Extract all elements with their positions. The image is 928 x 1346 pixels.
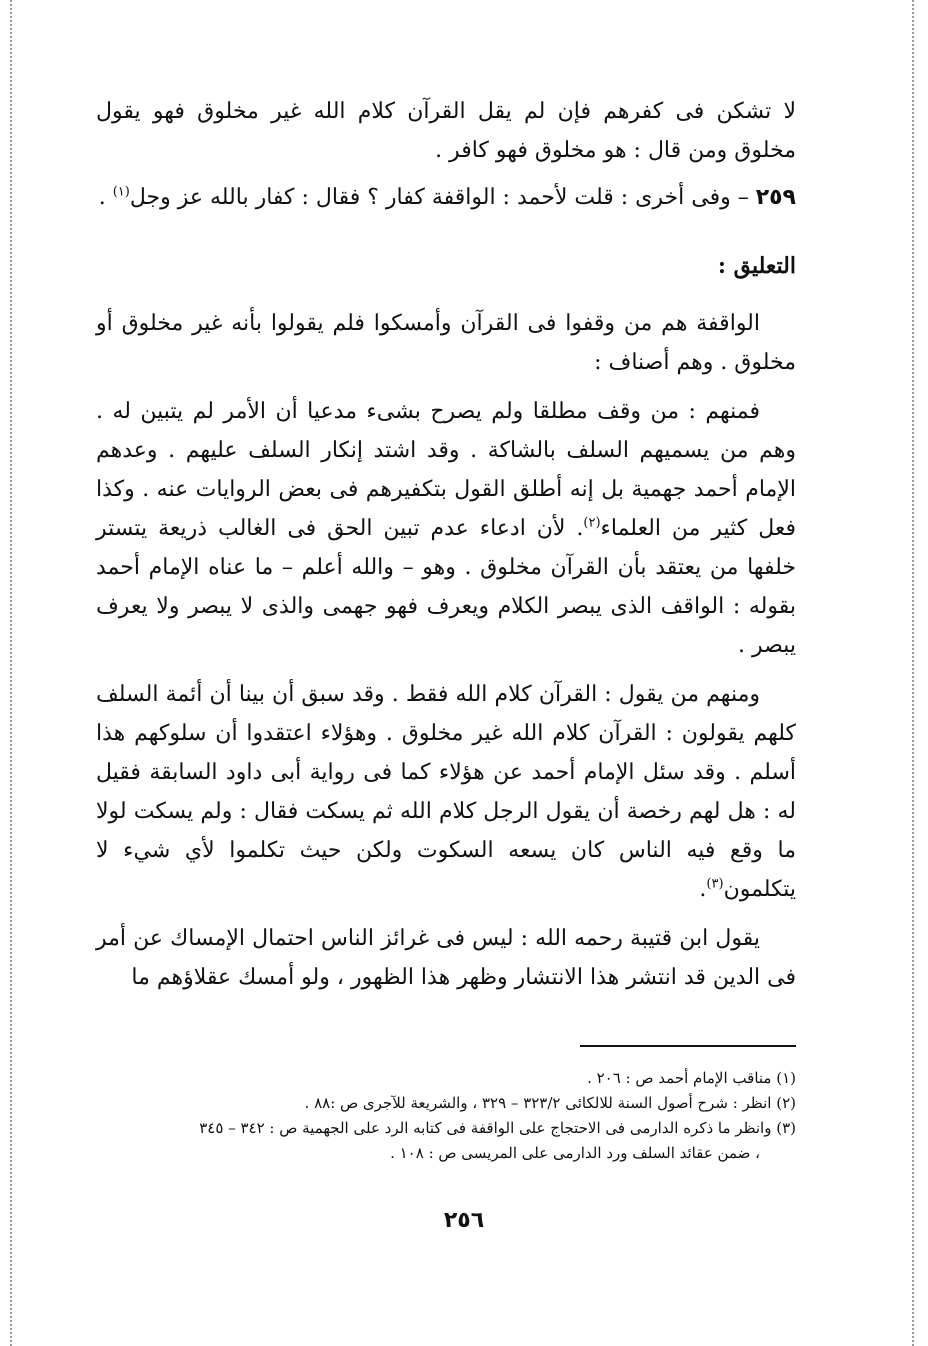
footnote-3: (٣) وانظر ما ذكره الدارمى فى الاحتجاج على الواقفة فى كتابه الرد على الجهمية ص : ٣٤٢ – ٣٤٥ — [199, 1119, 796, 1137]
page-number: ٢٥٦ — [443, 1208, 485, 1233]
paragraph-first-type — [96, 392, 796, 665]
footnote-ref-3: (٣) — [706, 876, 724, 892]
section-heading: التعليق : — [717, 253, 796, 279]
paragraph-opening — [96, 92, 796, 170]
footnote-ref-2: (٢) — [583, 515, 601, 531]
paragraph-259-text: – وفى أخرى : قلت لأحمد : الواقفة كفار ؟ فقال : كفار بالله عز وجل — [129, 185, 756, 210]
scan-edge-right — [912, 0, 914, 1346]
footnote-separator — [580, 1045, 796, 1047]
paragraph-259 — [96, 178, 796, 217]
paragraph-opening-text: لا تشكن فى كفرهم فإن لم يقل القرآن كلام الله غير مخلوق فهو يقول مخلوق ومن قال : هو مخلوق فهو كافر . — [96, 99, 796, 163]
paragraph-second-type-end: . — [699, 877, 707, 902]
paragraph-259-end: . — [98, 185, 113, 210]
paragraph-number: ٢٥٩ — [755, 185, 796, 210]
page-body — [96, 92, 796, 997]
paragraph-second-type — [96, 675, 796, 909]
paragraph-second-type-text: ومنهم من يقول : القرآن كلام الله فقط . وقد سبق أن بينا أن أئمة السلف كلهم يقولون : القرآن كلام الله غير مخلوق . وهؤلاء اعتقدوا أن سلوكهم هذا أسلم . وقد سئل الإمام أحمد عن هؤلاء كما فى رواية أبى داود السابقة فقيل له : هل لهم رخصة أن يقول الرجل كلام الله ثم يسكت فقال : ولم يسكت لولا ما وقع فيه الناس كان يسعه السكوت ولكن حيث تكلموا لأي شيء لا يتكلمون — [96, 682, 796, 902]
paragraph-first-type-end: . لأن ادعاء عدم تبين الحق فى الغالب ذريعة يتستر خلفها من يعتقد بأن القرآن مخلوق . وهو – والله أعلم – ما عناه الإمام أحمد بقوله : الواقف الذى يبصر الكلام ويعرف فهو جهمى والذى لا يبصر ولا يعرف يبصر . — [96, 516, 796, 658]
paragraph-definition-text: الواقفة هم من وقفوا فى القرآن وأمسكوا فلم يقولوا بأنه غير مخلوق أو مخلوق . وهم أصناف : — [96, 311, 796, 375]
scan-edge-left — [10, 0, 12, 1346]
paragraph-first-type-text: فمنهم : من وقف مطلقا ولم يصرح بشىء مدعيا أن الأمر لم يتبين له . وهم من يسميهم السلف بالشاكة . وقد اشتد إنكار السلف عليهم . وعدهم الإمام أحمد جهمية بل إنه أطلق القول بتكفيرهم فى بعض الروايات عنه . وكذا فعل كثير من العلماء — [96, 399, 796, 541]
paragraph-ibn-qutaybah — [96, 919, 796, 997]
footnote-ref-1: (١) — [112, 184, 130, 200]
footnote-3-continuation: ، ضمن عقائد السلف ورد الدارمى على المريسى ص : ١٠٨ . — [390, 1144, 760, 1162]
paragraph-ibn-qutaybah-text: يقول ابن قتيبة رحمه الله : ليس فى غرائز الناس احتمال الإمساك عن أمر فى الدين قد انتشر هذا الانتشار وظهر هذا الظهور ، ولو أمسك عقلاؤهم ما — [96, 926, 796, 990]
paragraph-definition — [96, 304, 796, 382]
footnotes — [96, 1066, 796, 1166]
footnote-1: (١) مناقب الإمام أحمد ص : ٢٠٦ . — [587, 1069, 796, 1087]
footnote-2: (٢) انظر : شرح أصول السنة للالكائى ٣٢٣/٢ – ٣٢٩ ، والشريعة للآجرى ص :٨٨ . — [304, 1094, 796, 1112]
